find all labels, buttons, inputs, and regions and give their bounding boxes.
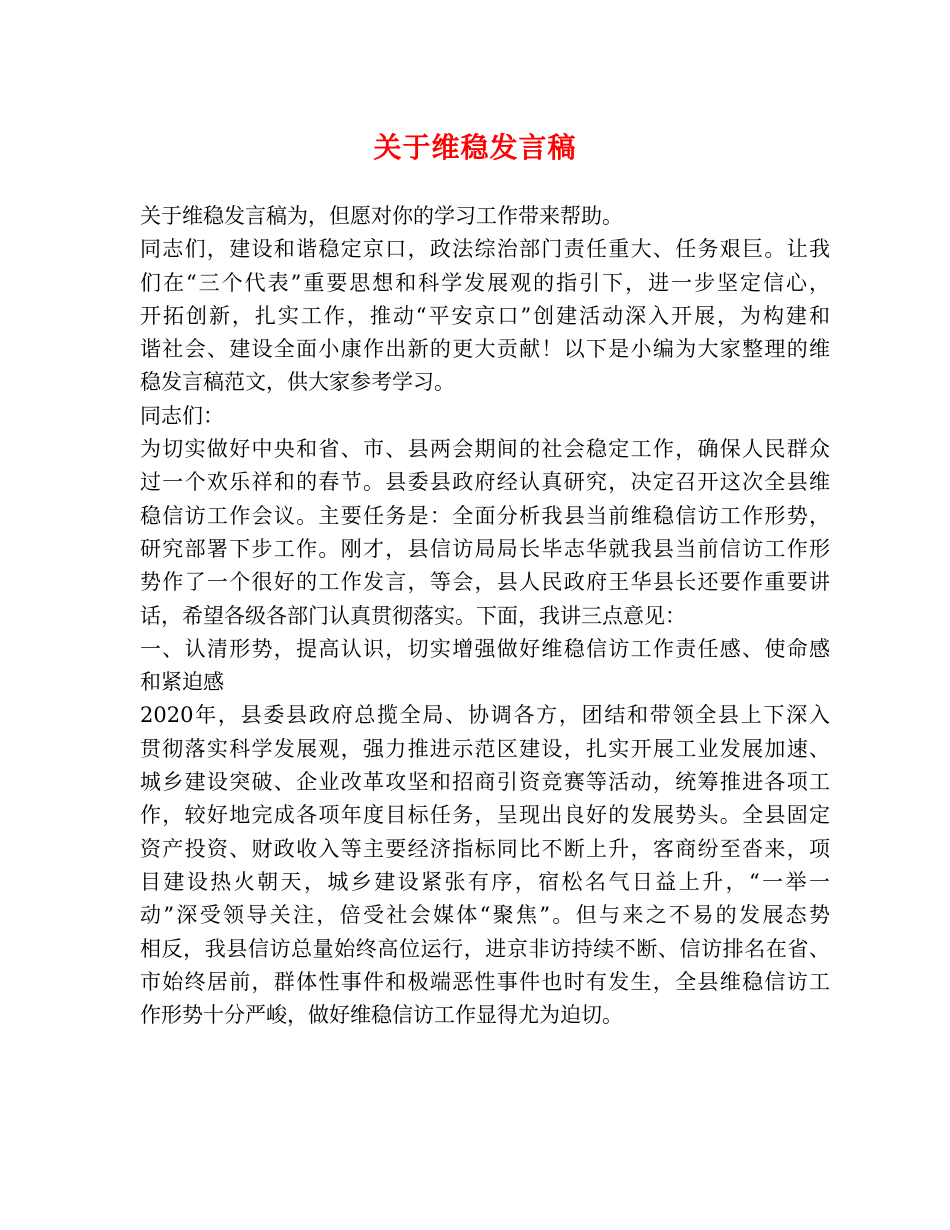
body-line: 2020年，县委县政府总揽全局、协调各方，团结和带领全县上下深入: [140, 703, 830, 728]
body-line: 资产投资、财政收入等主要经济指标同比不断上升，客商纷至沓来，项: [140, 836, 830, 861]
body-line: 目建设热火朝天，城乡建设紧张有序，宿松名气日益上升，“一举一: [140, 869, 830, 894]
body-line: 们在“三个代表”重要思想和科学发展观的指引下，进一步坚定信心，: [140, 270, 830, 295]
section-heading-line: 和紧迫感: [140, 670, 224, 695]
document-title: 关于维稳发言稿: [373, 131, 577, 164]
body-line: 谐社会、建设全面小康作出新的更大贡献！以下是小编为大家整理的维: [140, 337, 830, 362]
body-line: 作，较好地完成各项年度目标任务，呈现出良好的发展势头。全县固定: [140, 803, 830, 828]
body-line: 开拓创新，扎实工作，推动“平安京口”创建活动深入开展，为构建和: [140, 303, 830, 328]
body-line: 同志们：: [140, 403, 224, 428]
document-body: [140, 200, 830, 1032]
body-line: 话，希望各级各部门认真贯彻落实。下面，我讲三点意见：: [140, 603, 686, 628]
body-line: 相反，我县信访总量始终高位运行，进京非访持续不断、信访排名在省、: [140, 936, 830, 961]
body-line: 稳发言稿范文，供大家参考学习。: [140, 370, 455, 395]
body-line: 市始终居前，群体性事件和极端恶性事件也时有发生，全县维稳信访工: [140, 969, 830, 994]
body-line: 作形势十分严峻，做好维稳信访工作显得尤为迫切。: [140, 1003, 623, 1028]
body-line: 势作了一个很好的工作发言，等会，县人民政府王华县长还要作重要讲: [140, 570, 830, 595]
body-line: 过一个欢乐祥和的春节。县委县政府经认真研究，决定召开这次全县维: [140, 470, 830, 495]
body-line: 同志们，建设和谐稳定京口，政法综治部门责任重大、任务艰巨。让我: [140, 237, 830, 262]
body-line: 稳信访工作会议。主要任务是：全面分析我县当前维稳信访工作形势，: [140, 503, 830, 528]
body-line: 动”深受领导关注，倍受社会媒体“聚焦”。但与来之不易的发展态势: [140, 903, 830, 928]
section-heading-line: 一、认清形势，提高认识，切实增强做好维稳信访工作责任感、使命感: [140, 636, 830, 661]
body-line: 研究部署下步工作。刚才，县信访局局长毕志华就我县当前信访工作形: [140, 536, 830, 561]
body-line: 贯彻落实科学发展观，强力推进示范区建设，扎实开展工业发展加速、: [140, 736, 830, 761]
body-line: 城乡建设突破、企业改革攻坚和招商引资竞赛等活动，统筹推进各项工: [140, 770, 830, 795]
body-line: 关于维稳发言稿为，但愿对你的学习工作带来帮助。: [140, 204, 623, 228]
body-line: 为切实做好中央和省、市、县两会期间的社会稳定工作，确保人民群众: [140, 437, 830, 462]
